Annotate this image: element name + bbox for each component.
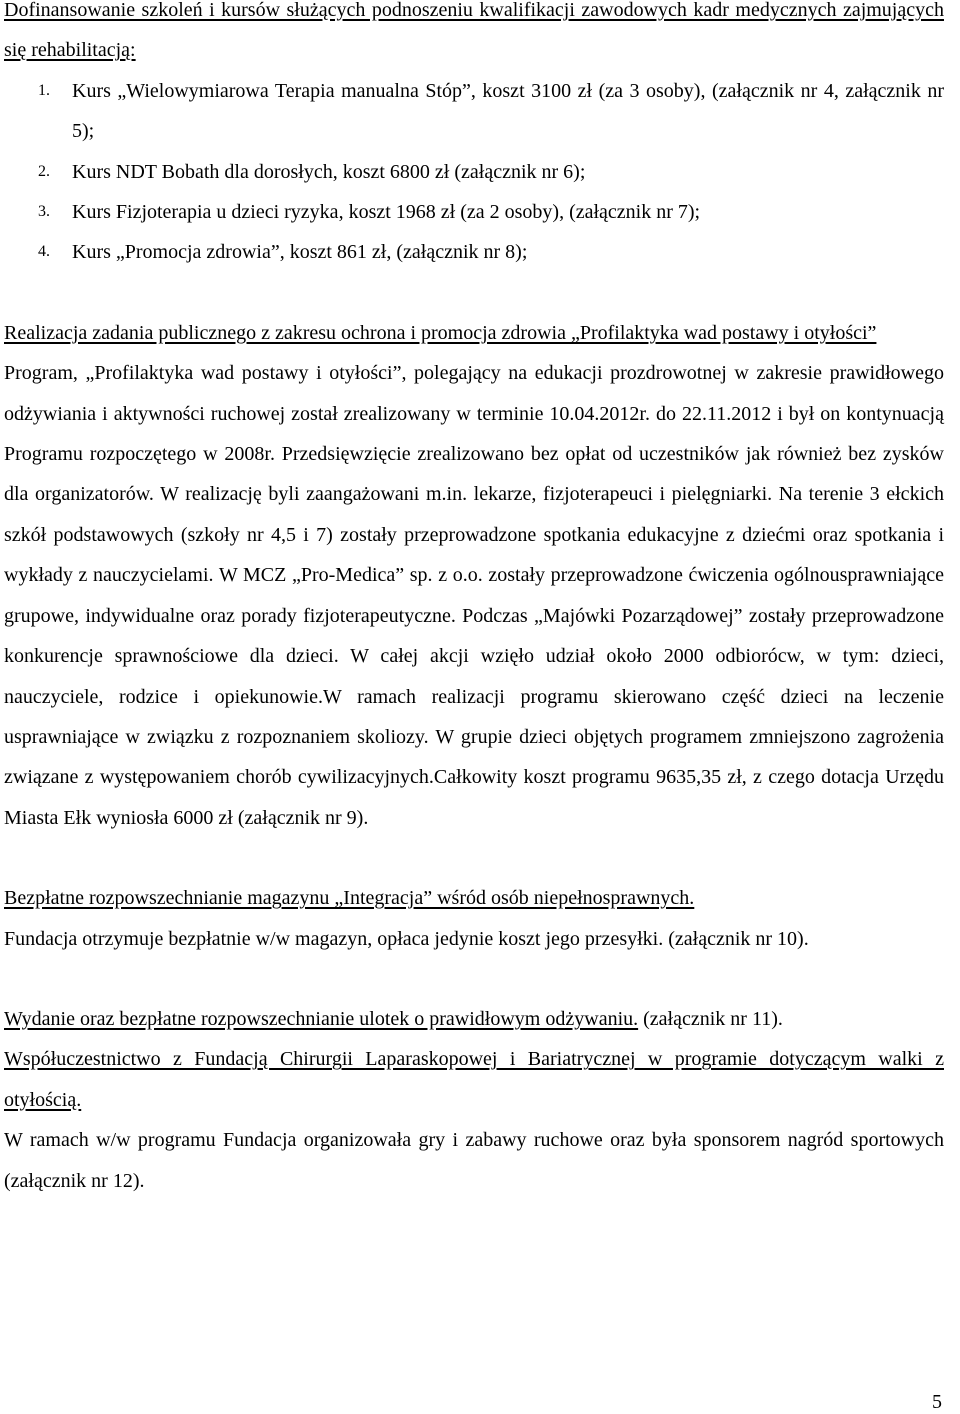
spacer (4, 838, 944, 878)
spacer (4, 959, 944, 999)
list-item (4, 71, 944, 152)
program-heading-text: Realizacja zadania publicznego z zakresu ochrona i promocja zdrowia „Profilaktyka wad postawy i otyłości” (4, 321, 877, 344)
course-list (4, 71, 944, 273)
list-item-number: 1. (38, 81, 50, 99)
list-item-text: Kurs Fizjoterapia u dzieci ryzyka, koszt 1968 zł (za 2 osoby), (załącznik nr 7); (72, 201, 701, 224)
list-item (4, 192, 944, 232)
list-item-text: Kurs „Promocja zdrowia”, koszt 861 zł, (załącznik nr 8); (72, 241, 528, 264)
cooperation-heading (4, 1039, 944, 1120)
page-number: 5 (932, 1391, 942, 1413)
cooperation-description: W ramach w/w programu Fundacja organizowała gry i zabawy ruchowe oraz była sponsorem nagród sportowych (załącznik nr 12). (4, 1129, 944, 1192)
leaflets-attachment-ref: (załącznik nr 11). (638, 1007, 783, 1030)
magazine-heading-text: Bezpłatne rozpowszechnianie magazynu „Integracja” wśród osób niepełnosprawnych. (4, 887, 695, 910)
leaflets-heading (4, 999, 944, 1039)
cooperation-heading-text: Współuczestnictwo z Fundacją Chirurgii Laparaskopowej i Bariatrycznej w programie dotyczącym walki z otyłością. (4, 1048, 944, 1111)
list-item-number: 4. (38, 243, 50, 261)
program-heading (4, 313, 944, 353)
list-item (4, 232, 944, 272)
list-item-number: 2. (38, 162, 50, 180)
leaflets-heading-text: Wydanie oraz bezpłatne rozpowszechnianie ulotek o prawidłowym odżywaniu. (4, 1007, 639, 1030)
document-page (4, 0, 944, 1201)
spacer (4, 273, 944, 313)
list-item-text: Kurs „Wielowymiarowa Terapia manualna Stóp”, koszt 3100 zł (za 3 osoby), (załącznik nr 4, załącznik nr 5); (72, 79, 944, 143)
magazine-heading (4, 878, 944, 918)
list-item-number: 3. (38, 203, 50, 221)
training-funding-heading (4, 0, 944, 71)
list-item (4, 152, 944, 192)
list-item-text: Kurs NDT Bobath dla dorosłych, koszt 6800 zł (załącznik nr 6); (72, 160, 586, 183)
magazine-description: Fundacja otrzymuje bezpłatnie w/w magazyn, opłaca jedynie koszt jego przesyłki. (załącznik nr 10). (4, 927, 809, 950)
program-description: Program, „Profilaktyka wad postawy i otyłości”, polegający na edukacji prozdrowotnej w zakresie prawidłowego odżywiania i aktywności ruchowej został zrealizowany w terminie 10.04.2012r. do 22.11.2012 i był on kontynuacją Programu rozpoczętego w 2008r. Przedsięwzięcie zrealizowano bez opłat od uczestników jak również bez zysków dla organizatorów. W realizację byli zaangażowani m.in. lekarze, fizjoterapeuci i pielęgniarki. Na terenie 3 ełckich szkół podstawowych (szkoły nr 4,5 i 7) zostały przeprowadzone spotkania edukacyjne z dziećmi oraz spotkania i wykłady z nauczycielami. W MCZ „Pro-Medica” sp. z o.o. zostały przeprowadzone ćwiczenia ogólnousprawniające grupowe, indywidualne oraz porady fizjoterapeutyczne. Podczas „Majówki Pozarządowej” zostały przeprowadzone konkurencje sprawnościowe dla dzieci. W całej akcji wzięło udział około 2000 odbiorócw, w tym: dzieci, nauczyciele, rodzice i opiekunowie.W ramach realizacji programu skierowano część dzieci na leczenie usprawniające w związku z rozpoznaniem skoliozy. W grupie dzieci objętych programem zmniejszono zagrożenia związane z występowaniem chorób cywilizacyjnych.Całkowity koszt programu 9635,35 zł, z czego dotacja Urzędu Miasta Ełk wyniosła 6000 zł (załącznik nr 9). (4, 362, 944, 829)
training-funding-heading-text: Dofinansowanie szkoleń i kursów służących podnoszeniu kwalifikacji zawodowych kadr medycznych zajmujących się rehabilitacją: (4, 0, 944, 62)
